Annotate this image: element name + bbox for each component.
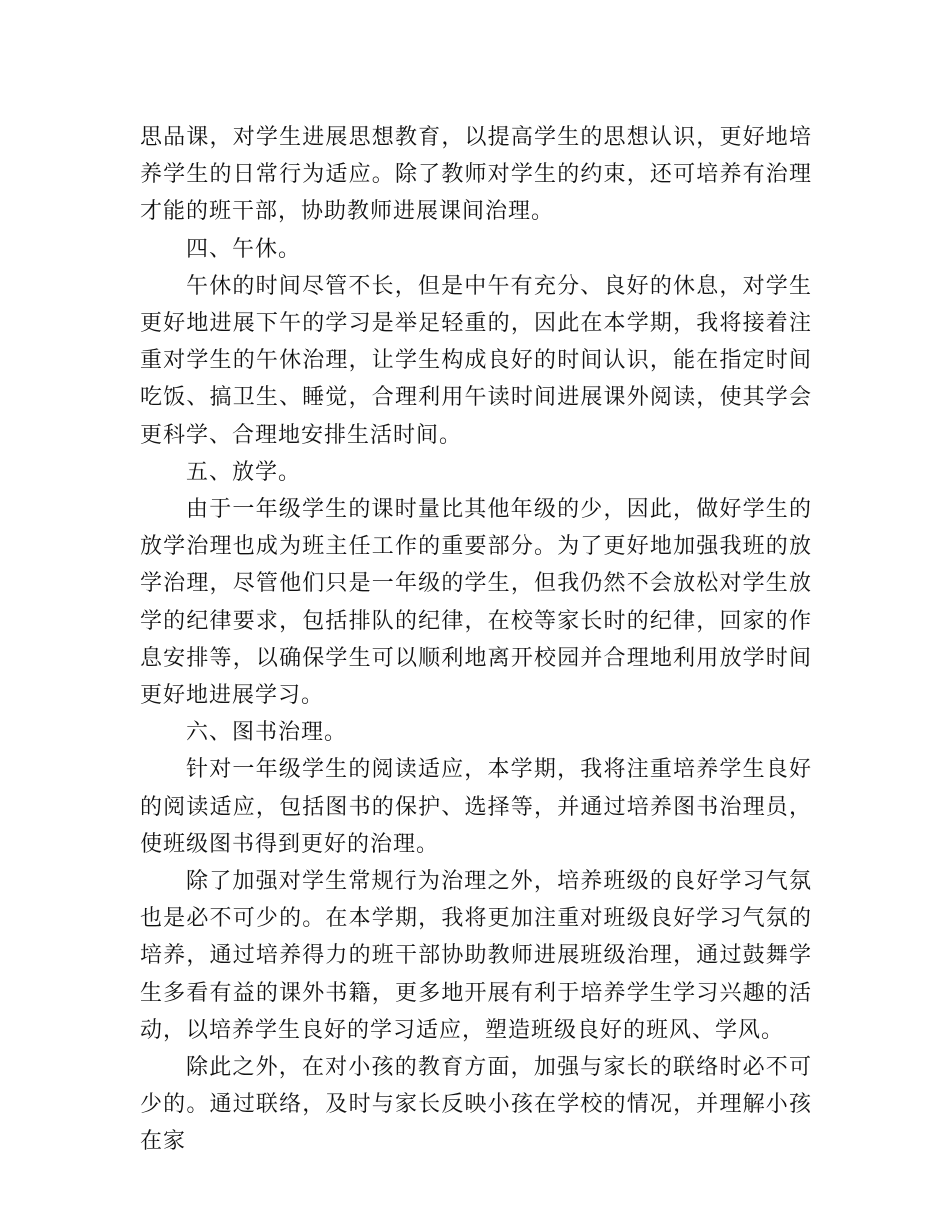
document-body — [140, 119, 812, 1161]
section-heading-lunch-break: 四、午休。 — [186, 236, 302, 262]
paragraph-study-atmosphere: 除了加强对学生常规行为治理之外，培养班级的良好学习气氛也是必不可少的。在本学期，我将更加注重对班级良好学习气氛的培养，通过培养得力的班干部协助教师进展班级治理，通过鼓舞学生多看有益的课外书籍，更多地开展有利于培养学生学习兴趣的活动，以培养学生良好的学习适应，塑造班级良好的班风、学风。 — [140, 869, 812, 1043]
paragraph-parent-contact: 除此之外，在对小孩的教育方面，加强与家长的联络时必不可少的。通过联络，及时与家长反映小孩在学校的情况，并理解小孩在家 — [140, 1055, 812, 1155]
paragraph-library: 针对一年级学生的阅读适应，本学期，我将注重培养学生良好的阅读适应，包括图书的保护、选择等，并通过培养图书治理员，使班级图书得到更好的治理。 — [140, 757, 812, 857]
section-heading-library: 六、图书治理。 — [186, 720, 348, 746]
section-heading-dismissal: 五、放学。 — [186, 459, 302, 485]
paragraph-lunch-break: 午休的时间尽管不长，但是中午有充分、良好的休息，对学生更好地进展下午的学习是举足轻重的，因此在本学期，我将接着注重对学生的午休治理，让学生构成良好的时间认识，能在指定时间吃饭、搞卫生、睡觉，合理利用午读时间进展课外阅读，使其学会更科学、合理地安排生活时间。 — [140, 273, 812, 448]
paragraph-continuation: 思品课，对学生进展思想教育，以提高学生的思想认识，更好地培养学生的日常行为适应。除了教师对学生的约束，还可培养有治理才能的班干部，协助教师进展课间治理。 — [140, 125, 812, 225]
paragraph-dismissal: 由于一年级学生的课时量比其他年级的少，因此，做好学生的放学治理也成为班主任工作的重要部分。为了更好地加强我班的放学治理，尽管他们只是一年级的学生，但我仍然不会放松对学生放学的纪律要求，包括排队的纪律，在校等家长时的纪律，回家的作息安排等，以确保学生可以顺利地离开校园并合理地利用放学时间更好地进展学习。 — [140, 497, 812, 709]
